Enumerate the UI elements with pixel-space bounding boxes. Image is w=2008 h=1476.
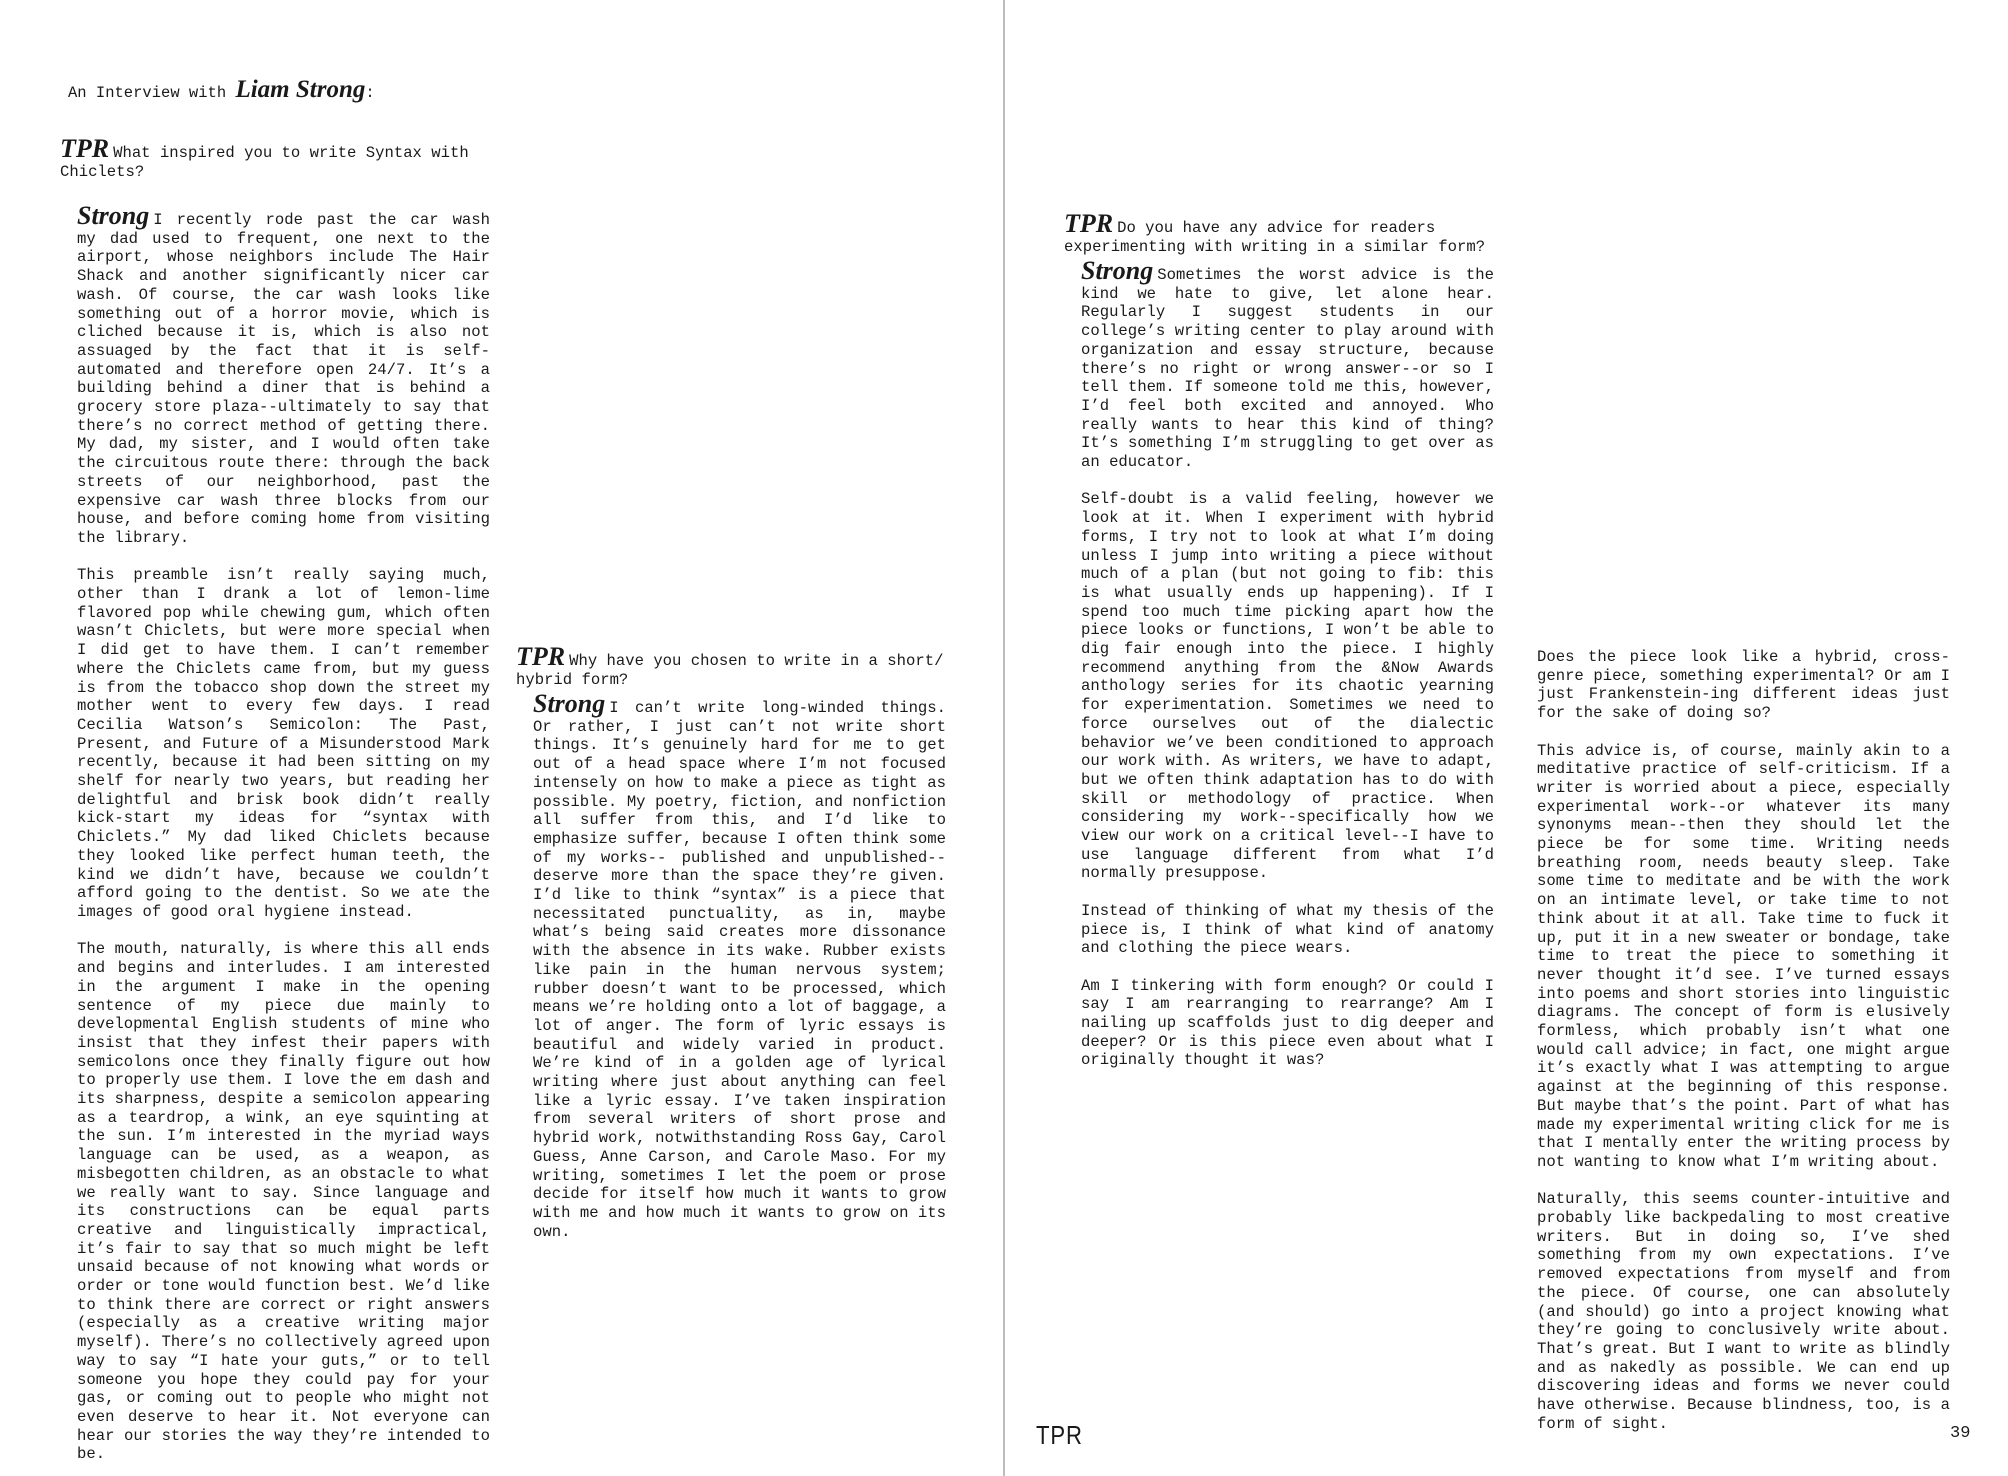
page-number: 39	[1950, 1424, 1971, 1443]
interviewer-tag: TPR	[516, 642, 566, 671]
question-3-text: Do you have any advice for readers experimenting with writing in a similar form?	[1064, 219, 1486, 256]
header-prefix: An Interview with	[68, 84, 227, 102]
answer-paragraph: Strong I can’t write long-winded things. Or rather, I just can’t not write short things. It’s genuinely hard for me to get out of a head space where I’m not focused intensely on how to make a piece as tight as possible. My poetry, fiction, and nonfiction all suffer from this, and I’d like to emphasize suffer, because I often think some of my works-- published and unpublished--deserve more than the space they’re given. I’d like to think “syntax” is a piece that necessitated punctuality, as in, maybe what’s being said creates more dissonance with the absence in its wake. Rubber exists like pain in the human nervous system; rubber doesn’t want to be processed, which means we’re holding onto a lot of baggage, a lot of anger. The form of lyric essays is beautiful and widely varied in product. We’re kind of in a golden age of lyrical writing where just about anything can feel like a lyric essay. I’ve taken inspiration from several writers of short prose and hybrid work, notwithstanding Ross Gay, Carol Guess, Anne Carson, and Carole Maso. For my writing, sometimes I let the poem or prose decide for itself how much it wants to grow with me and how much it wants to grow on its own.	[533, 689, 946, 1241]
interviewer-tag: TPR	[1064, 209, 1114, 238]
question-1	[60, 134, 490, 181]
question-3	[1064, 209, 1494, 256]
answer-3	[1081, 256, 1494, 1070]
answer-1	[77, 201, 490, 1464]
header-suffix: :	[365, 84, 375, 102]
tpr-logo: TPR	[1036, 1420, 1083, 1450]
question-2	[516, 642, 946, 689]
answer-paragraph: Naturally, this seems counter-intuitive and probably like backpedaling to most creative writers. But in doing so, I’ve shed something from my own expectations. I’ve removed expectations from myself and from the piece. Of course, one can absolutely (and should) go into a project knowing what they’re going to conclusively write about. That’s great. But I want to write as blindly and as nakedly as possible. We can end up discovering ideas and forms we never could have otherwise. Because blindness, too, is a form of sight.	[1537, 1190, 1950, 1433]
answer-3-continued	[1537, 648, 1950, 1434]
question-1-text: What inspired you to write Syntax with Chiclets?	[60, 144, 469, 181]
respondent-tag: Strong	[1081, 256, 1154, 285]
respondent-tag: Strong	[77, 201, 150, 230]
answer-paragraph: Instead of thinking of what my thesis of the piece is, I think of what kind of anatomy and clothing the piece wears.	[1081, 901, 1494, 958]
interviewee-name: Liam Strong	[235, 76, 366, 103]
answer-paragraph: The mouth, naturally, is where this all ends and begins and interludes. I am interested in the argument I make in the opening sentence of my piece due mainly to developmental English students of mine who insist that they infest their papers with semicolons once they finally figure out how to properly use them. I love the em dash and its sharpness, despite a semicolon appearing as a teardrop, a wink, an eye squinting at the sun. I’m interested in the myriad ways language can be used, as a weapon, as misbegotten children, as an obstacle to what we really want to say. Since language and its constructions can be equal parts creative and linguistically impractical, it’s fair to say that so much might be left unsaid because of not knowing what words or order or tone would function best. We’d like to think there are correct or right answers (especially as a creative writing major myself). There’s no collectively agreed upon way to say “I hate your guts,” or to tell someone you hope they could pay for your gas, or coming out to people who might not even deserve to hear it. Not everyone can hear our stories the way they’re intended to be.	[77, 940, 490, 1464]
respondent-tag: Strong	[533, 689, 606, 718]
answer-paragraph: Strong Sometimes the worst advice is the kind we hate to give, let alone hear. Regularly I suggest students in our college’s writing center to play around with organization and essay structure, because there’s no right or wrong answer--or so I tell them. If someone told me this, however, I’d feel both excited and annoyed. Who really wants to hear this kind of thing? It’s something I’m struggling to get over as an educator.	[1081, 256, 1494, 472]
answer-paragraph: Does the piece look like a hybrid, cross-genre piece, something experimental? Or am I just Frankenstein-ing different ideas just for the sake of doing so?	[1537, 648, 1950, 723]
answer-paragraph: This preamble isn’t really saying much, other than I drank a lot of lemon-lime flavored pop while chewing gum, which often wasn’t Chiclets, but were more special when I did get to have them. I can’t remember where the Chiclets came from, but my guess is from the tobacco shop down the street my mother went to every few days. I read Cecilia Watson’s Semicolon: The Past, Present, and Future of a Misunderstood Mark recently, because it had been sitting on my shelf for nearly two years, but reading her delightful and brisk book didn’t really kick-start my ideas for “syntax with Chiclets.” My dad liked Chiclets because they looked like perfect human teeth, the kind we didn’t have, because we couldn’t afford going to the dentist. So we ate the images of good oral hygiene instead.	[77, 566, 490, 921]
interview-header	[68, 76, 375, 104]
answer-paragraph: Strong I recently rode past the car wash my dad used to frequent, one next to the airport, whose neighbors include The Hair Shack and another significantly nicer car wash. Of course, the car wash looks like something out of a horror movie, which is cliched because it is, which is also not assuaged by the fact that it is self-automated and therefore open 24/7. It’s a building behind a diner that is behind a grocery store plaza--ultimately to say that there’s no correct method of getting there. My dad, my sister, and I would often take the circuitous route there: through the back streets of our neighborhood, past the expensive car wash three blocks from our house, and before coming home from visiting the library.	[77, 201, 490, 547]
answer-paragraph: Self-doubt is a valid feeling, however we look at it. When I experiment with hybrid forms, I try not to look at what I’m doing unless I jump into writing a piece without much of a plan (but not going to fib: this is what usually ends up happening). If I spend too much time picking apart how the piece looks or functions, I won’t be able to dig fair enough into the piece. I highly recommend anything from the &Now Awards anthology series for its chaotic yearning for experimentation. Sometimes we need to force ourselves out of the dialectic behavior we’ve been conditioned to approach our work with. As writers, we have to adapt, but we often think adaptation has to do with skill or methodology of practice. When considering my work--specifically how we view our work on a critical level--I have to use language different from what I’d normally presuppose.	[1081, 490, 1494, 883]
answer-2	[533, 689, 946, 1241]
interviewer-tag: TPR	[60, 134, 110, 163]
question-2-text: Why have you chosen to write in a short/ hybrid form?	[516, 652, 944, 689]
answer-paragraph: Am I tinkering with form enough? Or could I say I am rearranging to rearrange? Am I nailing up scaffolds just to dig deeper and deeper? Or is this piece even about what I originally thought it was?	[1081, 976, 1494, 1070]
page-gutter-divider	[1003, 0, 1005, 1476]
answer-paragraph: This advice is, of course, mainly akin to a meditative practice of self-criticism. If a writer is worried about a piece, especially experimental work--or whatever its many synonyms mean--then they should let the piece be for some time. Writing needs breathing room, needs beauty sleep. Take some time to meditate and be with the work on an intimate level, or take time to not think about it at all. Take time to fuck it up, put it in a new sweater or bondage, take time to treat the piece to something it never thought it’d see. I’ve turned essays into poems and short stories into linguistic diagrams. The concept of form is elusively formless, which probably isn’t what one would call advice; in fact, one might argue it’s exactly what I was attempting to argue against at the beginning of this response. But maybe that’s the point. Part of what has made my experimental writing click for me is that I mentally enter the writing process by not wanting to know what I’m writing about.	[1537, 741, 1950, 1171]
